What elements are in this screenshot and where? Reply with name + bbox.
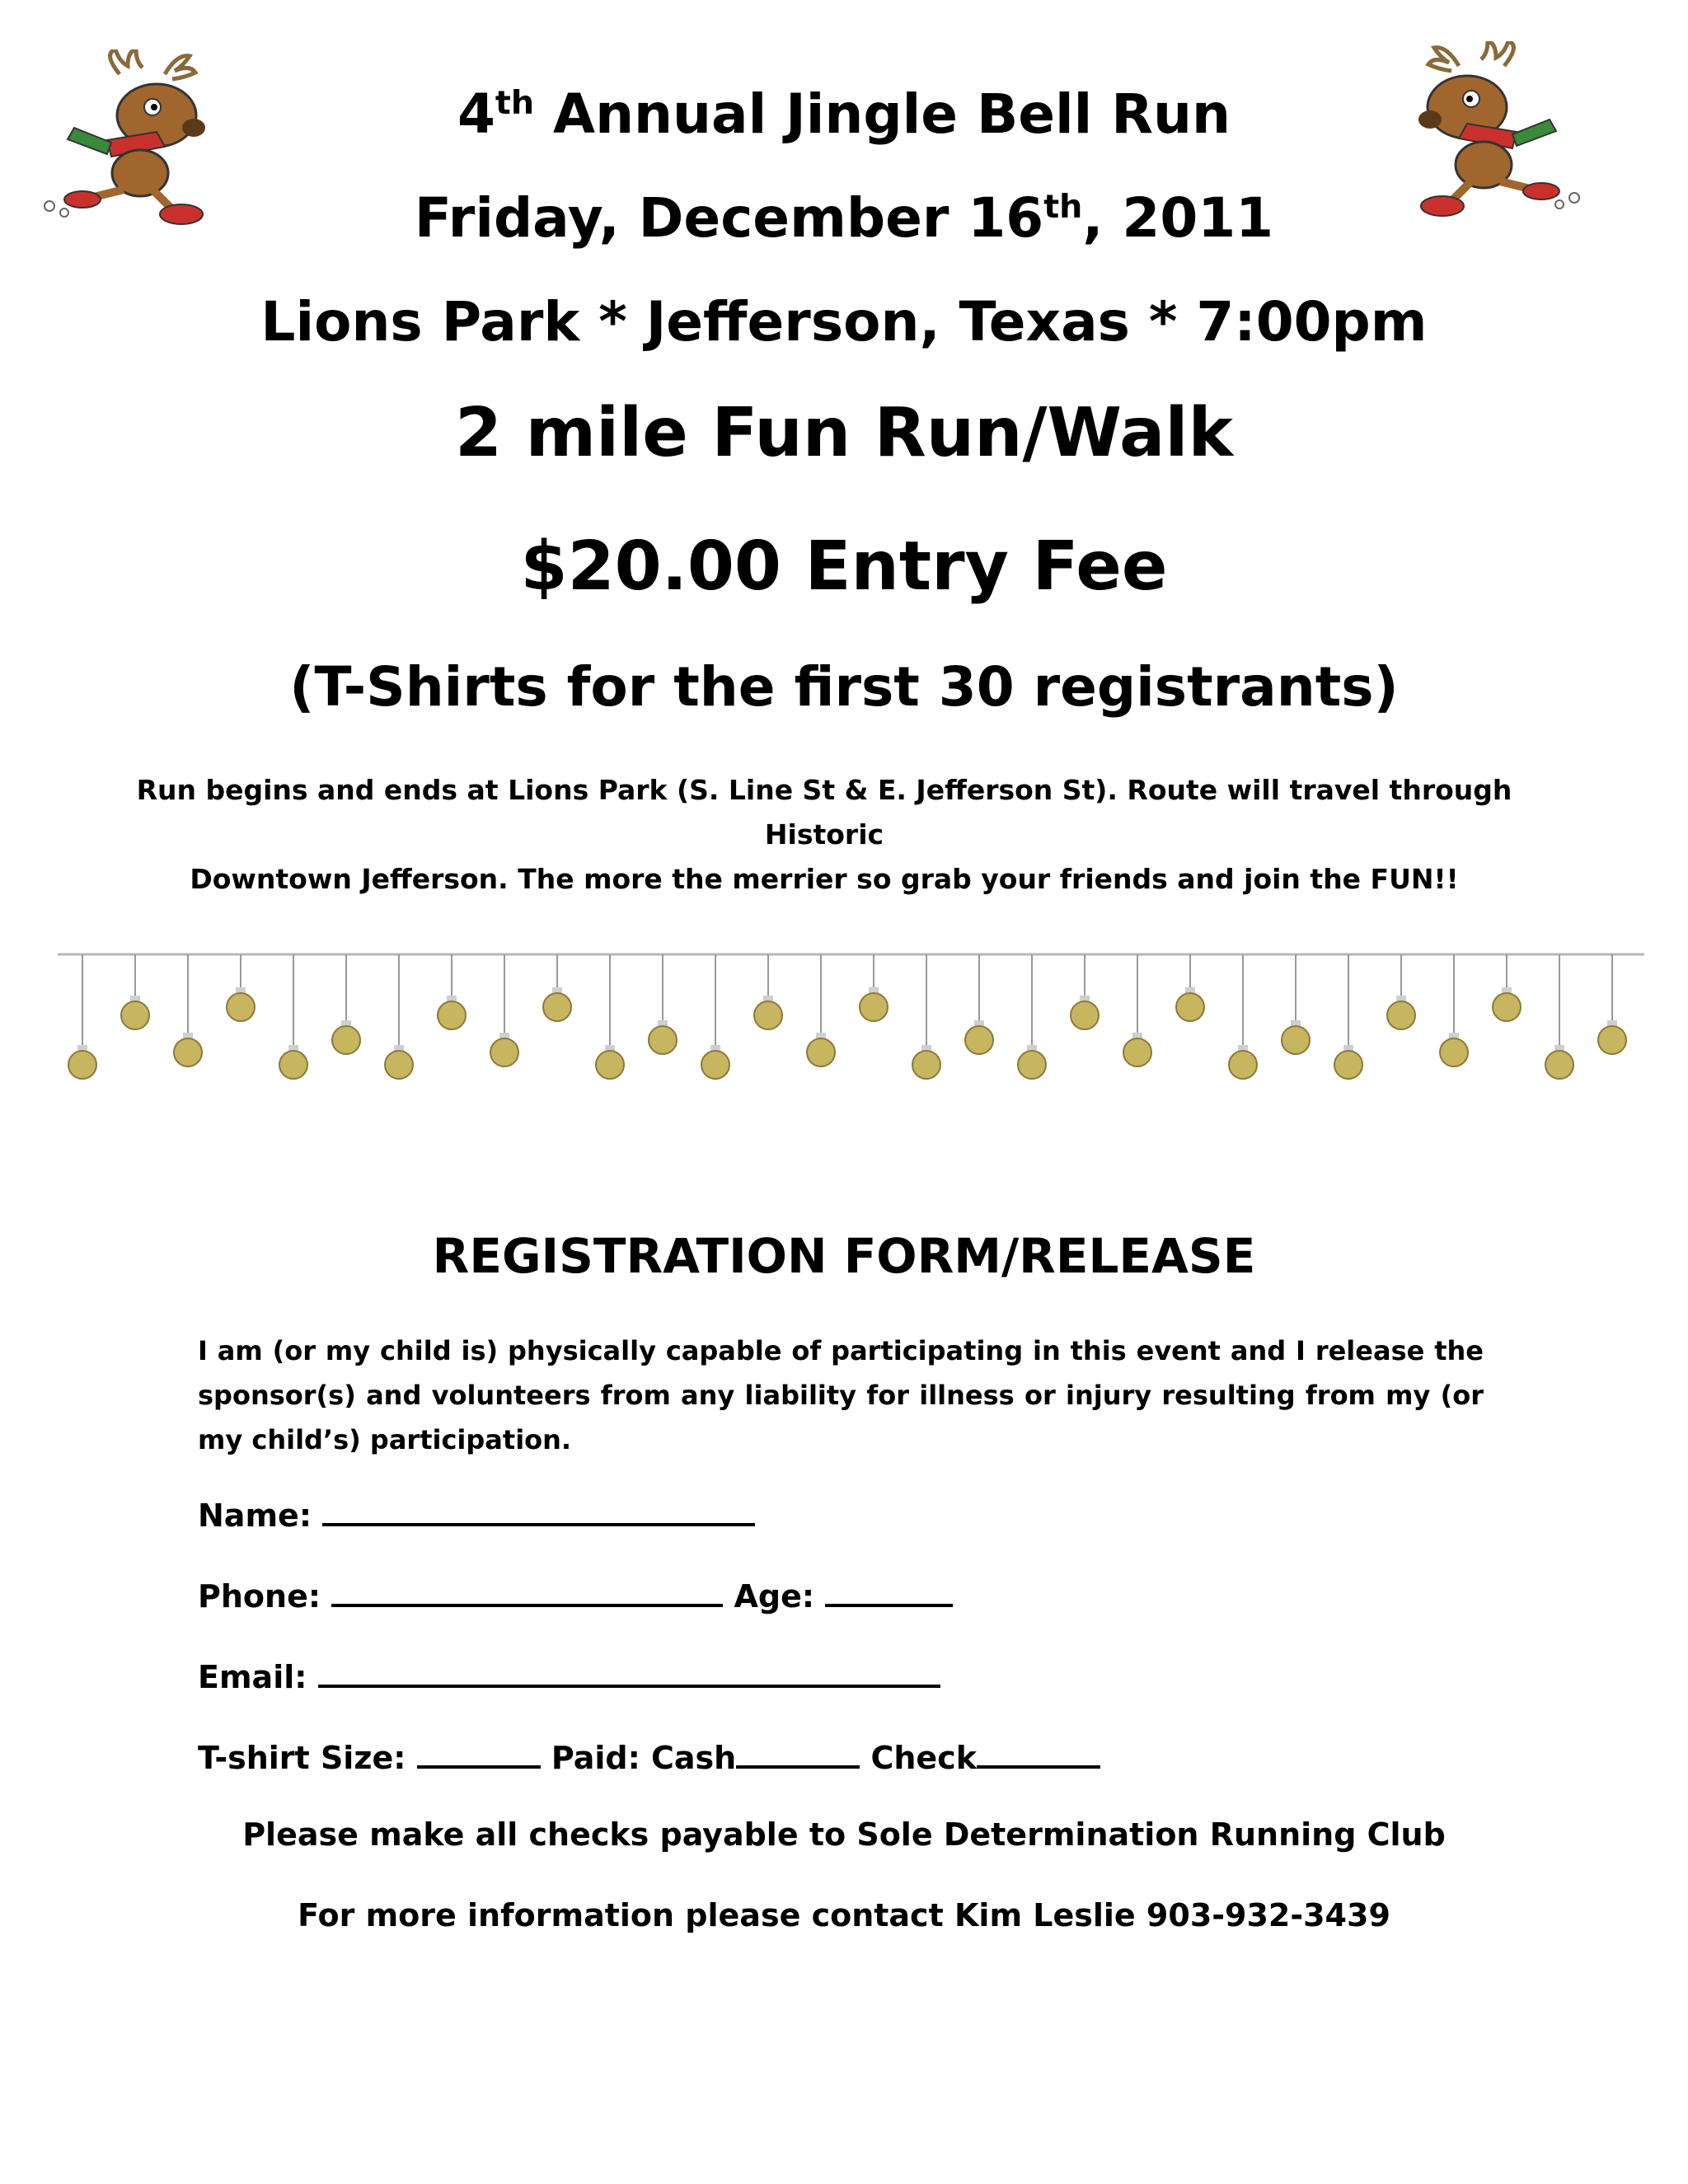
check-blank[interactable] (977, 1736, 1100, 1769)
tshirt-size-blank[interactable] (417, 1736, 541, 1769)
route-description-line-1: Run begins and ends at Lions Park (S. Line St & E. Jefferson St). Route will travel through Historic (136, 774, 1512, 851)
checks-payable-note: Please make all checks payable to Sole Determination Running Club (242, 1816, 1446, 1853)
ornament-icon (279, 954, 307, 1079)
ornament-icon (490, 954, 518, 1066)
release-text: I am (or my child is) physically capable of participating in this event and I release the sponsor(s) and volunteers from any liability for illness or injury resulting from my (or my child’s) participation. (198, 1335, 1484, 1455)
ornament-icon (1598, 954, 1626, 1054)
ornament-icon (438, 954, 466, 1029)
ornament-icon (1229, 954, 1257, 1079)
ornament-icon (332, 954, 360, 1054)
date-ordinal-suffix: th (1043, 188, 1083, 226)
ornament-icon (227, 954, 255, 1021)
phone-field-row (198, 1574, 953, 1615)
name-label: Name: (198, 1497, 312, 1534)
event-distance: 2 mile Fun Run/Walk (454, 394, 1233, 472)
ornament-icon (543, 954, 571, 1021)
ornament-icon (754, 954, 782, 1029)
ornament-icon (1334, 954, 1362, 1079)
event-title (0, 82, 1688, 146)
ornament-icon (121, 954, 149, 1029)
ornament-icon (385, 954, 413, 1079)
ornament-icon (1176, 954, 1204, 1021)
age-blank[interactable] (825, 1574, 953, 1607)
tshirt-payment-row (198, 1736, 1100, 1776)
cash-blank[interactable] (736, 1736, 860, 1769)
paid-cash-label: Paid: Cash (551, 1740, 737, 1776)
check-label: Check (870, 1740, 977, 1776)
ornament-icon (1440, 954, 1468, 1066)
email-field-row (198, 1655, 940, 1695)
ornament-icon (1071, 954, 1099, 1029)
email-label: Email: (198, 1659, 307, 1695)
ornament-icon (912, 954, 940, 1079)
phone-label: Phone: (198, 1578, 321, 1615)
ornament-icon (649, 954, 677, 1054)
title-ordinal-suffix: th (495, 84, 535, 122)
ornament-icon (68, 954, 96, 1079)
ornament-icon (1387, 954, 1415, 1029)
date-suffix: , 2011 (1082, 186, 1274, 250)
title-ordinal: 4 (457, 82, 495, 146)
registration-title: REGISTRATION FORM/RELEASE (432, 1228, 1256, 1284)
route-description-line-2: Downtown Jefferson. The more the merrier so grab your friends and join the FUN!! (190, 863, 1459, 895)
date-prefix: Friday, December 16 (414, 186, 1044, 250)
email-blank[interactable] (318, 1655, 940, 1688)
name-field-row (198, 1493, 755, 1534)
contact-note: For more information please contact Kim Leslie 903-932-3439 (298, 1897, 1390, 1933)
ornament-icon (596, 954, 624, 1079)
ornament-icon (701, 954, 729, 1079)
event-date (0, 186, 1688, 250)
ornament-icon (807, 954, 835, 1066)
route-description (124, 768, 1525, 902)
entry-fee: $20.00 Entry Fee (520, 527, 1168, 606)
name-blank[interactable] (322, 1493, 755, 1526)
title-text: Annual Jingle Bell Run (534, 82, 1231, 146)
ornament-icon (965, 954, 993, 1054)
ornament-icon (1018, 954, 1046, 1079)
event-location: Lions Park * Jefferson, Texas * 7:00pm (260, 290, 1428, 354)
tshirt-note: (T-Shirts for the first 30 registrants) (289, 655, 1399, 719)
ornament-icon (174, 954, 202, 1066)
ornament-icon (860, 954, 888, 1021)
ornament-icon (1282, 954, 1310, 1054)
tshirt-size-label: T-shirt Size: (198, 1740, 406, 1776)
phone-blank[interactable] (331, 1574, 723, 1607)
age-label: Age: (734, 1578, 815, 1615)
ornament-icon (1493, 954, 1521, 1021)
ornament-icon (1545, 954, 1573, 1079)
ornament-icon (1123, 954, 1151, 1066)
ornament-garland (58, 948, 1644, 1113)
